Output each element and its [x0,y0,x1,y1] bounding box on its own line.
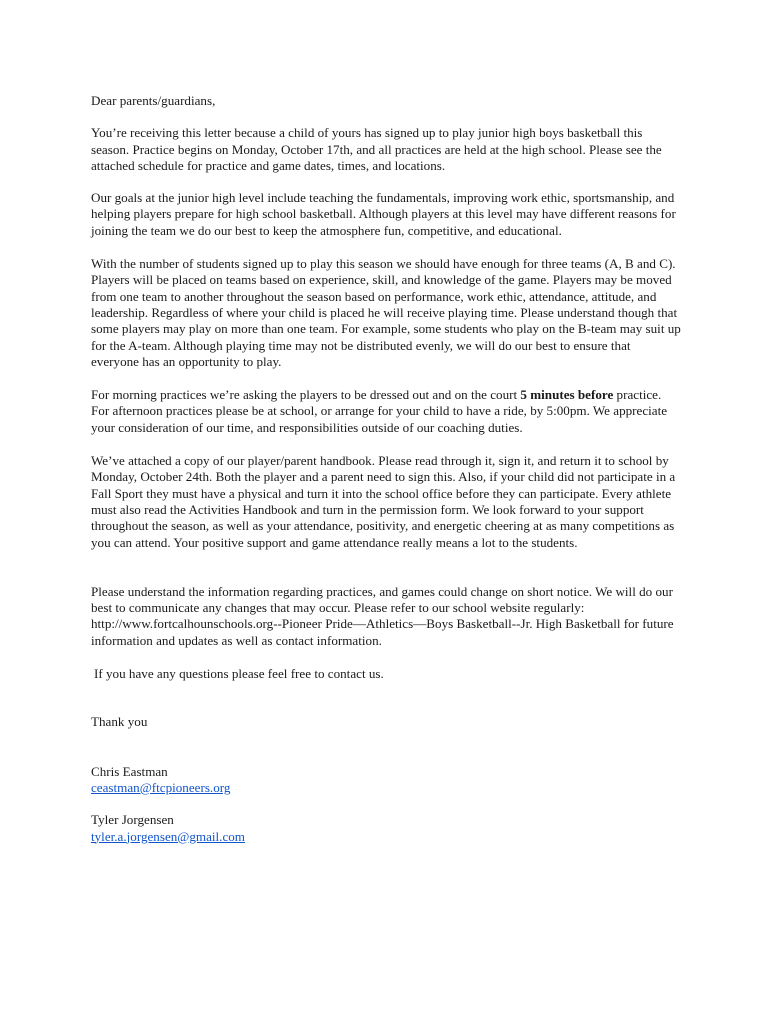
paragraph-changes: Please understand the information regarding practices, and games could change on short notice. We will do our best to communicate any changes that may occur. Please refer to our school website regularly: http://www.fortcalhounschools.org--Pioneer Pride—Athletics—Boys Basketball--Jr. High Basketball for future information and updates as well as contact information. [91,583,674,648]
greeting: Dear parents/guardians, [91,93,216,108]
letter-body [91,93,681,861]
email-link[interactable]: tyler.a.jorgensen@gmail.com [91,828,245,844]
paragraph-teams: With the number of students signed up to play this season we should have enough for three teams (A, B and C). Players will be placed on teams based on experience, skill, and knowledge of the game. Players may be moved from one team to another throughout the season based on performance, work ethic, attendance, attitude, and leadership. Regardless of where your child is placed he will receive playing time. Please understand though that some players may play on more than one team. For example, some students who play on the B-team may suit up for the A-team. Although playing time may not be distributed evenly, we will do our best to ensure that everyone has an opportunity to play. [91,256,681,369]
signature-name: Chris Eastman [91,763,168,779]
paragraph-handbook: We’ve attached a copy of our player/parent handbook. Please read through it, sign it, and return it to school by Monday, October 24th. Both the player and a parent need to sign this. Also, if your child did not participate in a Fall Sport they must have a physical and turn it into the school office before they can participate. Every athlete must also read the Activities Handbook and turn in the permission form. We look forward to your support throughout the season, as well as your attendance, positivity, and energetic cheering at as many competitions as you can attend. Your positive support and game attendance really means a lot to the students. [91,453,676,550]
email-link[interactable]: ceastman@ftcpioneers.org [91,779,231,795]
paragraph-goals: Our goals at the junior high level include teaching the fundamentals, improving work ethic, sportsmanship, and helping players prepare for high school basketball. Although players at this level may have different reasons for joining the team we do our best to keep the atmosphere fun, competitive, and educational. [91,190,676,238]
paragraph-questions: If you have any questions please feel free to contact us. [94,666,384,682]
practice-times-text-start: For morning practices we’re asking the players to be dressed out and on the court [91,387,521,403]
signature-name: Tyler Jorgensen [91,812,174,828]
practice-times-text-end: practice. For afternoon practices please be at school, or arrange for your child to have a ride, by 5:00pm. We appreciate your consideration of our time, and responsibilities outside of our coaching duties. [91,387,668,435]
practice-times-bold: 5 minutes before [520,387,614,403]
signature-tyler [91,812,681,845]
paragraph-practice-start: You’re receiving this letter because a child of yours has signed up to play junior high boys basketball this season. Practice begins on Monday, October 17th, and all practices are held at the high school. Please see the attached schedule for practice and game dates, times, and locations. [91,125,662,173]
paragraph-practice-times [91,387,681,436]
signature-chris [91,764,681,797]
closing: Thank you [91,714,148,730]
